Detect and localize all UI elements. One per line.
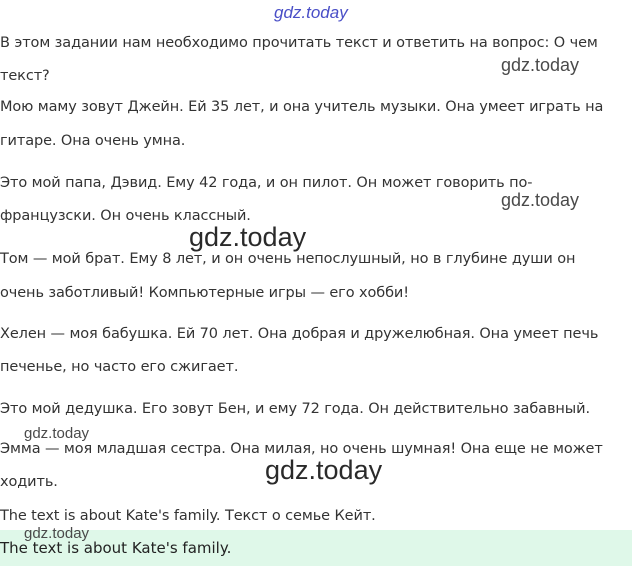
watermark: gdz.today xyxy=(189,222,307,252)
grandpa-line: Это мой дедушка. Его зовут Бен, и ему 72 года. Он действительно забавный. xyxy=(0,401,590,417)
intro-line-2: текст? xyxy=(0,68,50,84)
mom-line-1: Мою маму зовут Джейн. Ей 35 лет, и она учитель музыки. Она умеет играть на xyxy=(0,99,604,115)
sister-line-2: ходить. xyxy=(0,474,58,490)
watermark-top: gdz.today xyxy=(274,3,348,22)
answer-text: The text is about Kate's family. xyxy=(0,539,232,557)
mom-line-2: гитаре. Она очень умна. xyxy=(0,133,186,149)
answer-explanation: The text is about Kate's family. Текст о семье Кейт. xyxy=(0,508,376,524)
watermark: gdz.today xyxy=(501,190,580,210)
watermark: gdz.today xyxy=(24,525,90,542)
dad-line-1: Это мой папа, Дэвид. Ему 42 года, и он пилот. Он может говорить по- xyxy=(0,175,533,191)
watermark: gdz.today xyxy=(501,55,580,75)
grandma-line-1: Хелен — моя бабушка. Ей 70 лет. Она добрая и дружелюбная. Она умеет печь xyxy=(0,326,599,342)
watermark: gdz.today xyxy=(265,455,383,485)
sister-line-1: Эмма — моя младшая сестра. Она милая, но очень шумная! Она еще не может xyxy=(0,441,603,457)
grandma-line-2: печенье, но часто его сжигает. xyxy=(0,359,239,375)
brother-line-2: очень заботливый! Компьютерные игры — его хобби! xyxy=(0,285,409,301)
watermark: gdz.today xyxy=(24,425,90,442)
brother-line-1: Том — мой брат. Ему 8 лет, и он очень непослушный, но в глубине души он xyxy=(0,251,576,267)
intro-line-1: В этом задании нам необходимо прочитать текст и ответить на вопрос: О чем xyxy=(0,35,598,51)
dad-line-2: французски. Он очень классный. xyxy=(0,208,251,224)
